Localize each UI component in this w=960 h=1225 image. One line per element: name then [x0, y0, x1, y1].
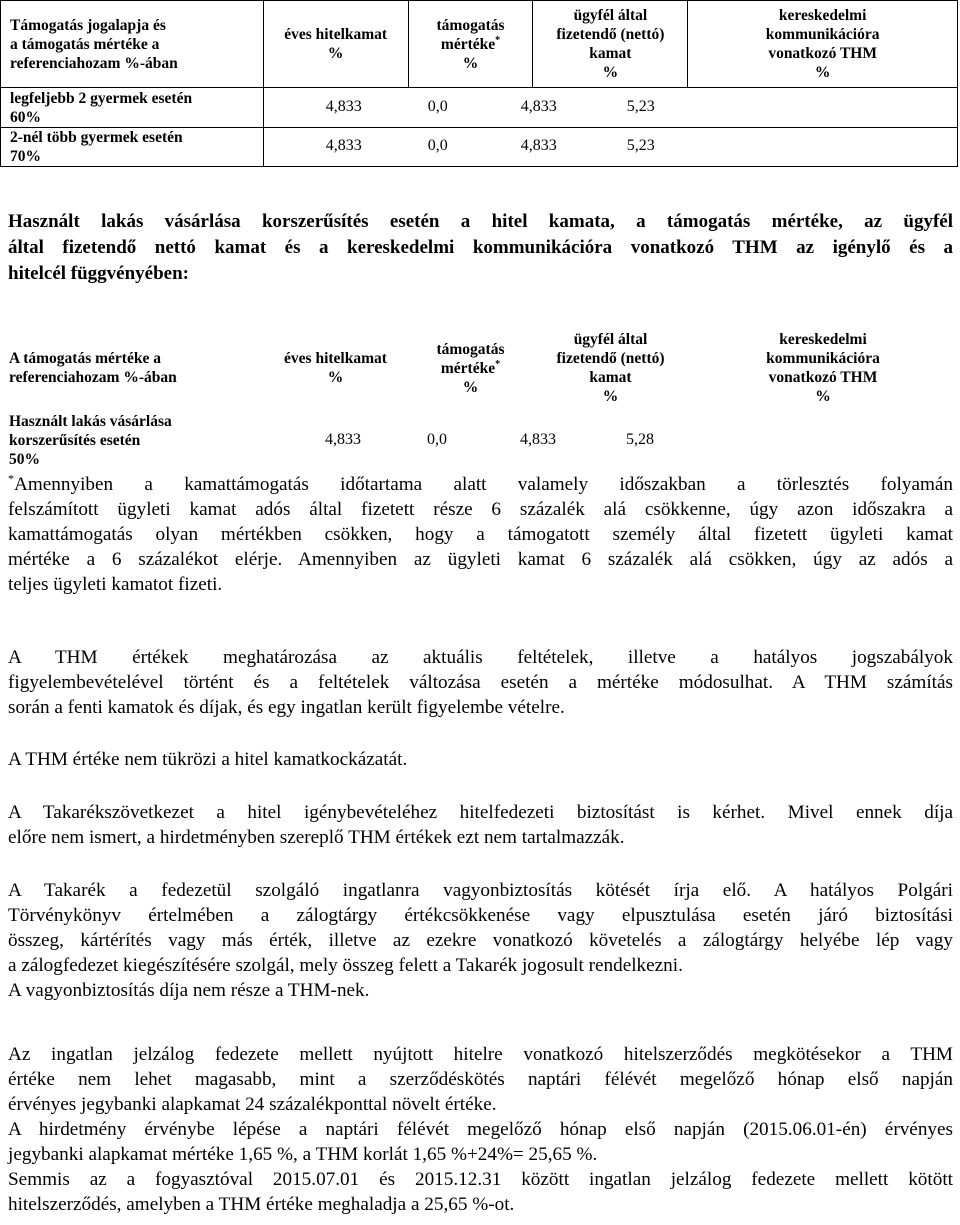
paragraph-property-insurance: A Takarék a fedezetül szolgáló ingatlanra vagyonbiztosítás kötését írja elő. A hatályos Polgári Törvénykönyv értelmében a zálogtárgy értékcsökkenése vagy elpusztulása esetén járó biztosítási összeg, kártérítés vagy más érték, illetve az ezekre vonatkozó követelés a zálogtárgy helyébe lép vagy a zálogfedezet kiegészítésére szolgál, mely összeg felett a Takarék jogosult rendelkezni. A vagyonbiztosítás díja nem része a THM-nek.: [8, 880, 953, 1001]
client-rate-value: 4,833: [520, 97, 557, 115]
row-label: 2-nél több gyermek esetén 70%: [1, 128, 264, 167]
rate-table-used-home: [0, 324, 958, 469]
thm-value: 5,28: [626, 430, 654, 448]
table-row: [1, 88, 958, 128]
paragraph-thm-limit: Az ingatlan jelzálog fedezete mellett nyújtott hitelre vonatkozó hitelszerződés megkötésekor a THM értéke nem lehet magasabb, mint a szerződéskötés naptári félévét megelőző hónap első napján érvényes jegybanki alapkamat 24 százalékponttal növelt értéke. A hirdetmény érvénybe lépése a naptári félévét megelőző hónap első napján (2015.06.01-én) érvényes jegybanki alapkamat mértéke 1,65 %, a THM korlát 1,65 %+24%= 25,65 %. Semmis az a fogyasztóval 2015.07.01 és 2015.12.31 között ingatlan jelzálog fedezete mellett kötött hitelszerződés, amelyben a THM értéke meghaladja a 25,65 %-ot.: [8, 1044, 953, 1215]
support-rate-value: 0,0: [427, 137, 448, 154]
rate-table-children: [0, 0, 958, 167]
header-annual-rate: éves hitelkamat %: [263, 1, 408, 88]
row-label: legfeljebb 2 gyermek esetén 60%: [1, 88, 264, 128]
row-values: [263, 88, 957, 128]
header-thm: kereskedelmi kommunikációra vonatkozó THM %: [766, 331, 880, 405]
table-row: [0, 412, 958, 469]
client-rate-value: 4,833: [520, 430, 556, 448]
paragraph-credit-insurance: A Takarékszövetkezet a hitel igénybevételéhez hitelfedezeti biztosítást is kérhet. Mivel ennek díja előre nem ismert, a hirdetményben szereplő THM értékek ezt nem tartalmazzák.: [8, 802, 953, 848]
header-thm: kereskedelmi kommunikációra vonatkozó THM %: [688, 1, 958, 88]
support-rate-value: 0,0: [427, 430, 447, 448]
support-rate-value: 0,0: [427, 97, 448, 115]
row-label: Használt lakás vásárlása korszerűsítés esetén 50%: [9, 413, 172, 468]
header-support-rate: támogatás mértéke* %: [408, 1, 533, 88]
footnote-marker: *: [8, 471, 14, 486]
header-basis: A támogatás mértéke a referenciahozam %-ában: [9, 350, 177, 386]
thm-value: 5,23: [626, 97, 655, 115]
table-row: [1, 128, 958, 167]
row-values: [263, 128, 957, 167]
thm-value: 5,23: [626, 137, 655, 154]
annual-rate-value: 4,833: [325, 97, 362, 115]
paragraph-interest-risk: A THM értéke nem tükrözi a hitel kamatkockázatát.: [8, 749, 408, 770]
footnote: *Amennyiben a kamattámogatás időtartama alatt valamely időszakban a törlesztés folyamán felszámított ügyleti kamat adós által fizetett része 6 százalék alá csökkenne, úgy azon időszakra a kamattámogatás olyan mértékben csökken, hogy a támogatott személy által fizetett ügyleti kamat mértéke a 6 százalékot elérje. Amennyiben az ügyleti kamat 6 százalék alá csökken, úgy az adós a teljes ügyleti kamatot fizeti.: [8, 471, 953, 595]
paragraph-thm-determination: A THM értékek meghatározása az aktuális feltételek, illetve a hatályos jogszabályok figyelembevételével történt és a feltételek változása esetén a mértéke módosulhat. A THM számítás során a fenti kamatok és díjak, és egy ingatlan került figyelembe vételre.: [8, 647, 953, 718]
header-annual-rate: éves hitelkamat %: [284, 350, 387, 386]
annual-rate-value: 4,833: [325, 430, 361, 448]
header-basis: Támogatás jogalapja és a támogatás mértéke a referenciahozam %-ában: [1, 1, 264, 88]
header-support-rate: támogatás mértéke* %: [436, 340, 505, 396]
client-rate-value: 4,833: [520, 137, 557, 154]
section-heading: Használt lakás vásárlása korszerűsítés esetén a hitel kamata, a támogatás mértéke, az ügyfél által fizetendő nettó kamat és a kereskedelmi kommunikációra vonatkozó THM az igénylő és a hitelcél függvényében:: [8, 211, 953, 284]
header-client-rate: ügyfél által fizetendő (nettó) kamat %: [533, 1, 688, 88]
header-client-rate: ügyfél által fizetendő (nettó) kamat %: [556, 331, 665, 405]
annual-rate-value: 4,833: [325, 137, 362, 154]
row-values: [263, 412, 958, 469]
